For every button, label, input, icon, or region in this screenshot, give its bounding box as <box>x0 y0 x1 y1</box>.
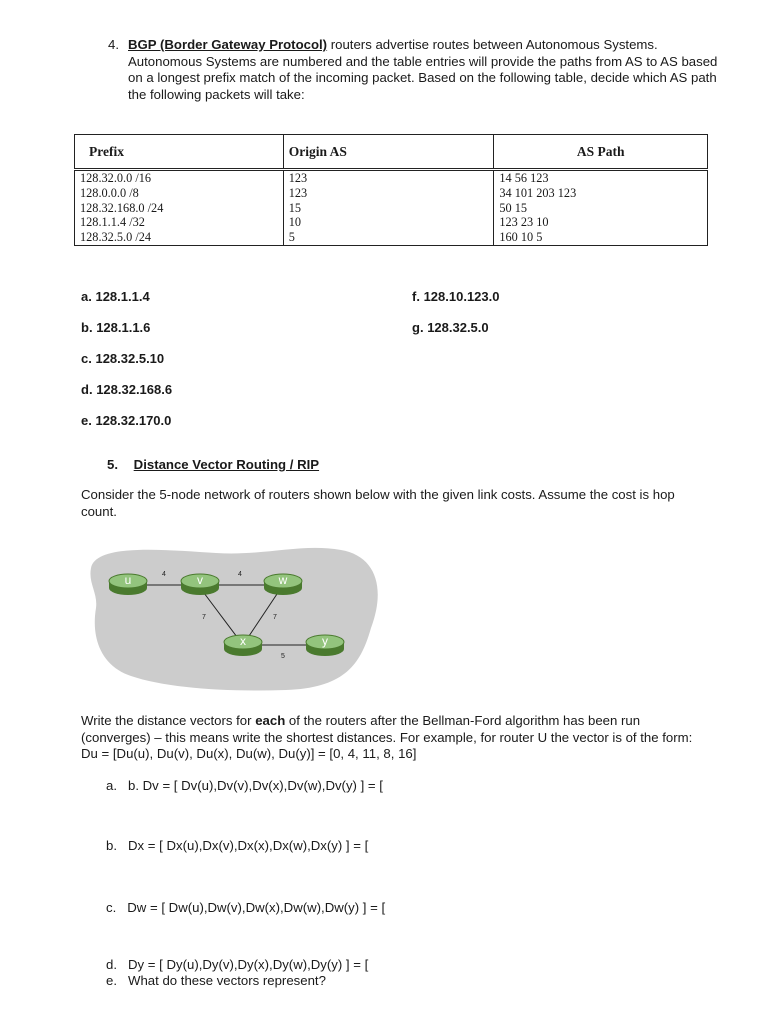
cell-origin: 123 <box>283 170 494 186</box>
svg-text:w: w <box>278 573 288 587</box>
packet-c <box>81 351 164 366</box>
item-label: e. <box>106 973 117 988</box>
q5-item-b <box>106 838 368 853</box>
header-prefix: Prefix <box>75 135 284 170</box>
cost-w-x: 7 <box>273 614 277 621</box>
table-row <box>75 215 708 230</box>
router-v <box>181 573 219 595</box>
item-label: b. <box>106 838 117 853</box>
bgp-routing-table <box>74 134 708 246</box>
instructions-text: Write the distance vectors for <box>81 713 256 728</box>
packet-address: 128.1.1.4 <box>95 289 150 304</box>
packet-label: f. <box>412 289 420 304</box>
packet-g <box>412 320 489 335</box>
cell-prefix: 128.32.168.0 /24 <box>75 201 284 216</box>
cell-prefix: 128.0.0.0 /8 <box>75 186 284 201</box>
packet-label: d. <box>81 382 93 397</box>
packet-address: 128.1.1.6 <box>96 320 151 335</box>
cell-origin: 10 <box>283 215 494 230</box>
instructions-bold: each <box>255 713 286 728</box>
item-text: Dw = [ Dw(u),Dw(v),Dw(x),Dw(w),Dw(y) ] = [ <box>127 900 386 915</box>
svg-text:y: y <box>322 634 328 648</box>
packet-a <box>81 289 150 304</box>
packet-label: g. <box>412 320 424 335</box>
packet-address: 128.32.5.0 <box>427 320 489 335</box>
cell-prefix: 128.32.0.0 /16 <box>75 170 284 186</box>
packet-label: e. <box>81 413 92 428</box>
packet-label: b. <box>81 320 93 335</box>
svg-text:v: v <box>197 573 203 587</box>
cost-u-v: 4 <box>162 571 166 578</box>
item-label: a. <box>106 778 117 793</box>
question-5-heading <box>107 457 319 472</box>
packet-f <box>412 289 499 304</box>
question-number: 5. <box>107 457 118 472</box>
cell-path: 14 56 123 <box>494 170 708 186</box>
item-text: Dx = [ Dx(u),Dx(v),Dx(x),Dx(w),Dx(y) ] = [ <box>128 838 369 853</box>
network-diagram <box>86 538 396 698</box>
packet-e <box>81 413 171 428</box>
router-u <box>109 573 147 595</box>
packet-label: a. <box>81 289 92 304</box>
packet-label: c. <box>81 351 92 366</box>
cell-prefix: 128.1.1.4 /32 <box>75 215 284 230</box>
item-label: c. <box>106 900 117 915</box>
q5-instructions <box>81 713 706 763</box>
svg-text:x: x <box>240 634 246 648</box>
cell-origin: 5 <box>283 230 494 245</box>
router-x <box>224 634 262 656</box>
question-4 <box>108 37 718 103</box>
item-text: What do these vectors represent? <box>128 973 326 988</box>
table-row <box>75 186 708 201</box>
q5-item-d <box>106 957 368 972</box>
router-y <box>306 634 344 656</box>
cost-x-y: 5 <box>281 653 285 660</box>
cell-path: 50 15 <box>494 201 708 216</box>
cell-prefix: 128.32.5.0 /24 <box>75 230 284 245</box>
cell-origin: 123 <box>283 186 494 201</box>
packet-d <box>81 382 172 397</box>
packet-address: 128.32.168.6 <box>96 382 173 397</box>
question-text: routers advertise routes between Autonomous Systems. Autonomous Systems are numbered and the table entries will provide the paths from AS to AS based on a longest prefix match of the incoming packet. Based on the following table, decide which AS path the following packets will take: <box>128 37 718 102</box>
network-cloud <box>90 548 377 691</box>
header-as-path: AS Path <box>494 135 708 170</box>
cell-path: 160 10 5 <box>494 230 708 245</box>
packet-b <box>81 320 150 335</box>
question-number: 4. <box>108 37 119 52</box>
q5-intro: Consider the 5-node network of routers shown below with the given link costs. Assume the cost is hop count. <box>81 487 675 519</box>
router-w <box>264 573 302 595</box>
table-header-row <box>75 135 708 170</box>
question-title: Distance Vector Routing / RIP <box>133 457 320 472</box>
item-label: d. <box>106 957 117 972</box>
cell-origin: 15 <box>283 201 494 216</box>
packet-address: 128.10.123.0 <box>423 289 500 304</box>
cost-v-x: 7 <box>202 614 206 621</box>
instructions-text: of the routers after the Bellman-Ford algorithm has been run (converges) – this means write the shortest distances. For example, for router U the vector is of the form: Du = [Du(u), Du(v), Du(x), Du(w), Du(y)] = [0, 4, 11, 8, 16] <box>81 713 693 761</box>
svg-text:u: u <box>124 573 132 587</box>
packet-address: 128.32.170.0 <box>95 413 172 428</box>
item-text: b. Dv = [ Dv(u),Dv(v),Dv(x),Dv(w),Dv(y) ] = [ <box>128 778 383 793</box>
table-row <box>75 170 708 186</box>
header-origin-as: Origin AS <box>283 135 494 170</box>
packet-address: 128.32.5.10 <box>95 351 165 366</box>
q5-item-a <box>106 778 383 793</box>
cost-v-w: 4 <box>238 571 242 578</box>
q5-item-c <box>106 900 385 915</box>
cell-path: 34 101 203 123 <box>494 186 708 201</box>
item-text: Dy = [ Dy(u),Dy(v),Dy(x),Dy(w),Dy(y) ] = [ <box>128 957 369 972</box>
cell-path: 123 23 10 <box>494 215 708 230</box>
table-row <box>75 230 708 245</box>
table-row <box>75 201 708 216</box>
q5-item-e <box>106 973 326 988</box>
question-title: BGP (Border Gateway Protocol) <box>128 37 328 52</box>
